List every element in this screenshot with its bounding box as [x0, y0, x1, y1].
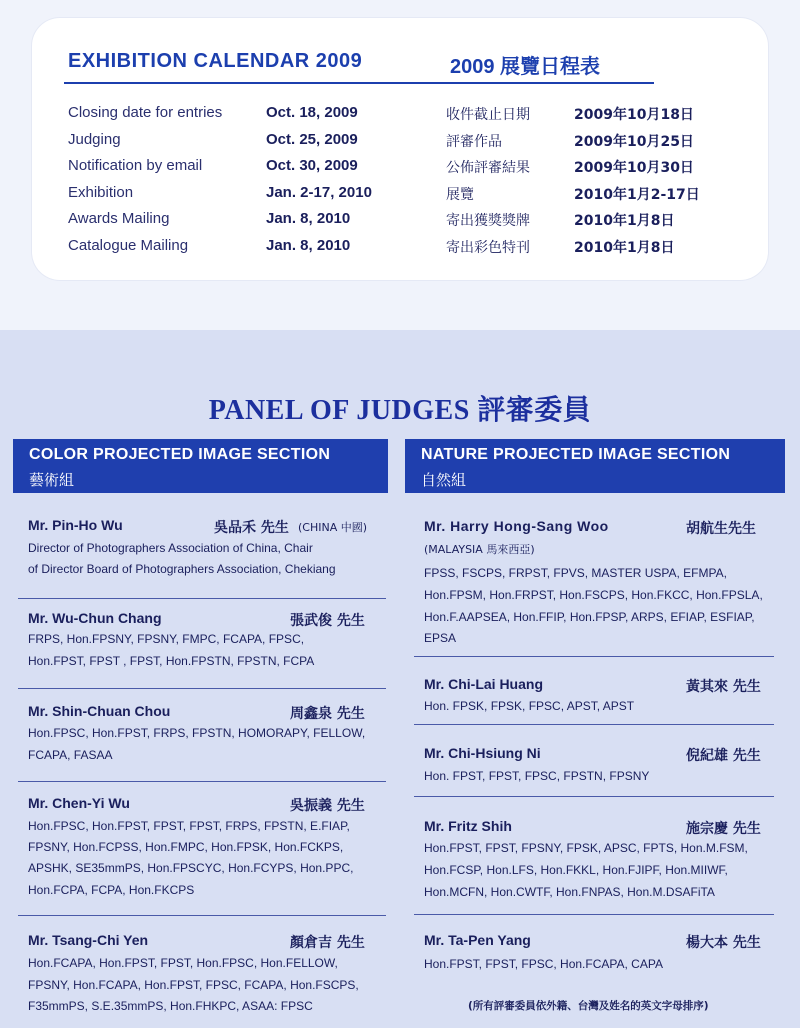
judge-name: Mr. Harry Hong-Sang Woo: [424, 518, 609, 534]
judge-name-zh: 楊大本 先生: [686, 935, 761, 951]
judge-name: Mr. Tsang-Chi Yen: [28, 932, 149, 948]
judge-credential-line: FPSS, FSCPS, FRPST, FPVS, MASTER USPA, EFMPA,: [424, 566, 727, 580]
judge-name: Mr. Ta-Pen Yang: [424, 932, 531, 948]
calendar-row-label-zh: 評審作品: [446, 133, 502, 150]
judge-credential-line: Hon.FPSC, Hon.FPST, FPST, FPST, FRPS, FPSTN, E.FIAP,: [28, 819, 350, 833]
judge-credential-line: Hon.MCFN, Hon.CWTF, Hon.FNPAS, Hon.M.DSAFiTA: [424, 885, 715, 899]
judge-credential-line: EPSA: [424, 631, 457, 645]
calendar-row-label: Catalogue Mailing: [68, 236, 189, 254]
judge-name: Mr. Chi-Hsiung Ni: [424, 745, 541, 761]
calendar-row-date-zh: 2010年1月2-17日: [574, 186, 700, 203]
color-section-title-zh: 藝術組: [29, 472, 75, 489]
judge-divider: [414, 724, 774, 725]
calendar-row: [68, 210, 748, 237]
calendar-row-date: Jan. 8, 2010: [266, 236, 351, 254]
judge-credential-line: Hon. FPSK, FPSK, FPSC, APST, APST: [424, 699, 635, 713]
judge-name-zh: 吳振義 先生: [290, 798, 365, 814]
calendar-title-en: EXHIBITION CALENDAR 2009: [68, 50, 363, 72]
judge-credential-line: of Director Board of Photographers Association, Chekiang: [28, 562, 336, 576]
judge-credential-line: F35mmPS, S.E.35mmPS, Hon.FHKPC, ASAA: FPSC: [28, 999, 313, 1013]
calendar-rows: [68, 104, 748, 263]
judge-name-zh: 張武俊 先生: [290, 613, 365, 629]
judge-credential-line: FPSNY, Hon.FCPSS, Hon.FMPC, Hon.FPSK, Hon.FCKPS,: [28, 840, 344, 854]
judge-name-zh: 倪紀雄 先生: [686, 748, 761, 764]
judge-name-zh: 周鑫泉 先生: [290, 706, 365, 722]
calendar-row-label-zh: 收件截止日期: [446, 107, 530, 123]
calendar-title-zh: 2009 展覽日程表: [450, 56, 601, 78]
judge-name: Mr. Fritz Shih: [424, 818, 512, 834]
judge-credential-line: Hon.FPSM, Hon.FRPST, Hon.FSCPS, Hon.FKCC, Hon.FPSLA,: [424, 588, 763, 602]
calendar-row-date: Oct. 30, 2009: [266, 157, 358, 174]
calendar-row-label: Awards Mailing: [68, 210, 170, 227]
calendar-row-label: Judging: [68, 130, 121, 148]
calendar-row-date-zh: 2010年1月8日: [574, 239, 675, 256]
judge-credential-line: Hon.FPST, FPST, FPSC, Hon.FCAPA, CAPA: [424, 957, 663, 971]
judge-divider: [18, 781, 386, 782]
judge-name-zh: 吳品禾 先生: [214, 520, 289, 536]
ordering-footnote: (所有評審委員依外籍、台灣及姓名的英文字母排序): [468, 1000, 709, 1012]
calendar-row: [68, 237, 748, 264]
calendar-row-label: Closing date for entries: [68, 104, 223, 121]
judge-credential-line: APSHK, SE35mmPS, Hon.FPSCYC, Hon.FCYPS, Hon.PPC,: [28, 861, 354, 875]
judge-divider: [414, 796, 774, 797]
judge-name: Mr. Chen-Yi Wu: [28, 795, 130, 811]
color-section-title-en: COLOR PROJECTED IMAGE SECTION: [29, 446, 331, 463]
calendar-row-date: Oct. 25, 2009: [266, 130, 358, 148]
calendar-row-date-zh: 2009年10月30日: [574, 160, 694, 176]
calendar-row-label: Notification by email: [68, 157, 203, 174]
judge-divider: [414, 656, 774, 657]
calendar-row-date-zh: 2009年10月25日: [574, 133, 694, 150]
judge-name: Mr. Pin-Ho Wu: [28, 517, 123, 533]
nature-section-title-zh: 自然組: [421, 472, 467, 489]
judge-credential-line: FCAPA, FASAA: [28, 748, 113, 762]
calendar-row-label-zh: 展覽: [446, 186, 474, 203]
judge-name: Mr. Chi-Lai Huang: [424, 676, 543, 692]
calendar-row-date-zh: 2010年1月8日: [574, 213, 675, 229]
nature-section-title-en: NATURE PROJECTED IMAGE SECTION: [421, 446, 731, 463]
calendar-row-date: Jan. 8, 2010: [266, 210, 351, 227]
color-section-header: [13, 439, 388, 493]
judge-country-tag: (MALAYSIA 馬來西亞): [424, 543, 535, 556]
calendar-row-date-zh: 2009年10月18日: [574, 107, 694, 123]
exhibition-calendar-card: [32, 18, 768, 280]
calendar-title-rule: [64, 82, 654, 84]
calendar-row: [68, 157, 748, 184]
judge-credential-line: FPSNY, Hon.FCAPA, Hon.FPST, FPSC, FCAPA, Hon.FSCPS,: [28, 978, 359, 992]
calendar-row-label: Exhibition: [68, 183, 134, 201]
judge-name: Mr. Wu-Chun Chang: [28, 610, 162, 626]
judge-name-zh: 黃其來 先生: [686, 679, 761, 695]
judge-credential-line: Hon.FCPA, FCPA, Hon.FKCPS: [28, 883, 195, 897]
background-bottom: [0, 330, 800, 1028]
judge-name-zh: 胡航生先生: [686, 521, 756, 537]
judge-credential-line: Director of Photographers Association of China, Chair: [28, 541, 313, 555]
judge-name: Mr. Shin-Chuan Chou: [28, 703, 171, 719]
judge-credential-line: Hon.FCSP, Hon.LFS, Hon.FKKL, Hon.FJIPF, Hon.MIIWF,: [424, 863, 728, 877]
calendar-row-label-zh: 寄出獲獎獎牌: [446, 213, 530, 229]
calendar-row-label-zh: 公佈評審結果: [446, 160, 530, 176]
judge-credential-line: Hon.FPSC, Hon.FPST, FRPS, FPSTN, HOMORAPY, FELLOW,: [28, 726, 366, 740]
judge-country-tag: (CHINA 中國): [298, 521, 368, 534]
judge-name-zh: 施宗慶 先生: [686, 821, 761, 837]
calendar-row: [68, 184, 748, 211]
judge-divider: [18, 688, 386, 689]
judge-credential-line: Hon.FPST, FPST, FPSNY, FPSK, APSC, FPTS, Hon.M.FSM,: [424, 841, 748, 855]
judge-divider: [18, 598, 386, 599]
judge-credential-line: Hon.FPST, FPST , FPST, Hon.FPSTN, FPSTN, FCPA: [28, 654, 315, 668]
judge-name-zh: 顏倉吉 先生: [290, 935, 365, 951]
panel-of-judges-title: PANEL OF JUDGES 評審委員: [208, 395, 592, 426]
judge-credential-line: Hon. FPST, FPST, FPSC, FPSTN, FPSNY: [424, 769, 650, 783]
calendar-row-label-zh: 寄出彩色特刊: [446, 239, 530, 256]
calendar-row-date: Oct. 18, 2009: [266, 104, 358, 121]
judge-divider: [414, 914, 774, 915]
judge-credential-line: Hon.FCAPA, Hon.FPST, FPST, Hon.FPSC, Hon.FELLOW,: [28, 956, 338, 970]
calendar-row-date: Jan. 2-17, 2010: [266, 183, 372, 201]
calendar-row: [68, 131, 748, 158]
judge-divider: [18, 915, 386, 916]
judge-credential-line: Hon.F.AAPSEA, Hon.FFIP, Hon.FPSP, ARPS, EFIAP, ESFIAP,: [424, 610, 755, 624]
nature-section-header: [405, 439, 785, 493]
calendar-row: [68, 104, 748, 131]
judge-credential-line: FRPS, Hon.FPSNY, FPSNY, FMPC, FCAPA, FPSC,: [28, 632, 305, 646]
